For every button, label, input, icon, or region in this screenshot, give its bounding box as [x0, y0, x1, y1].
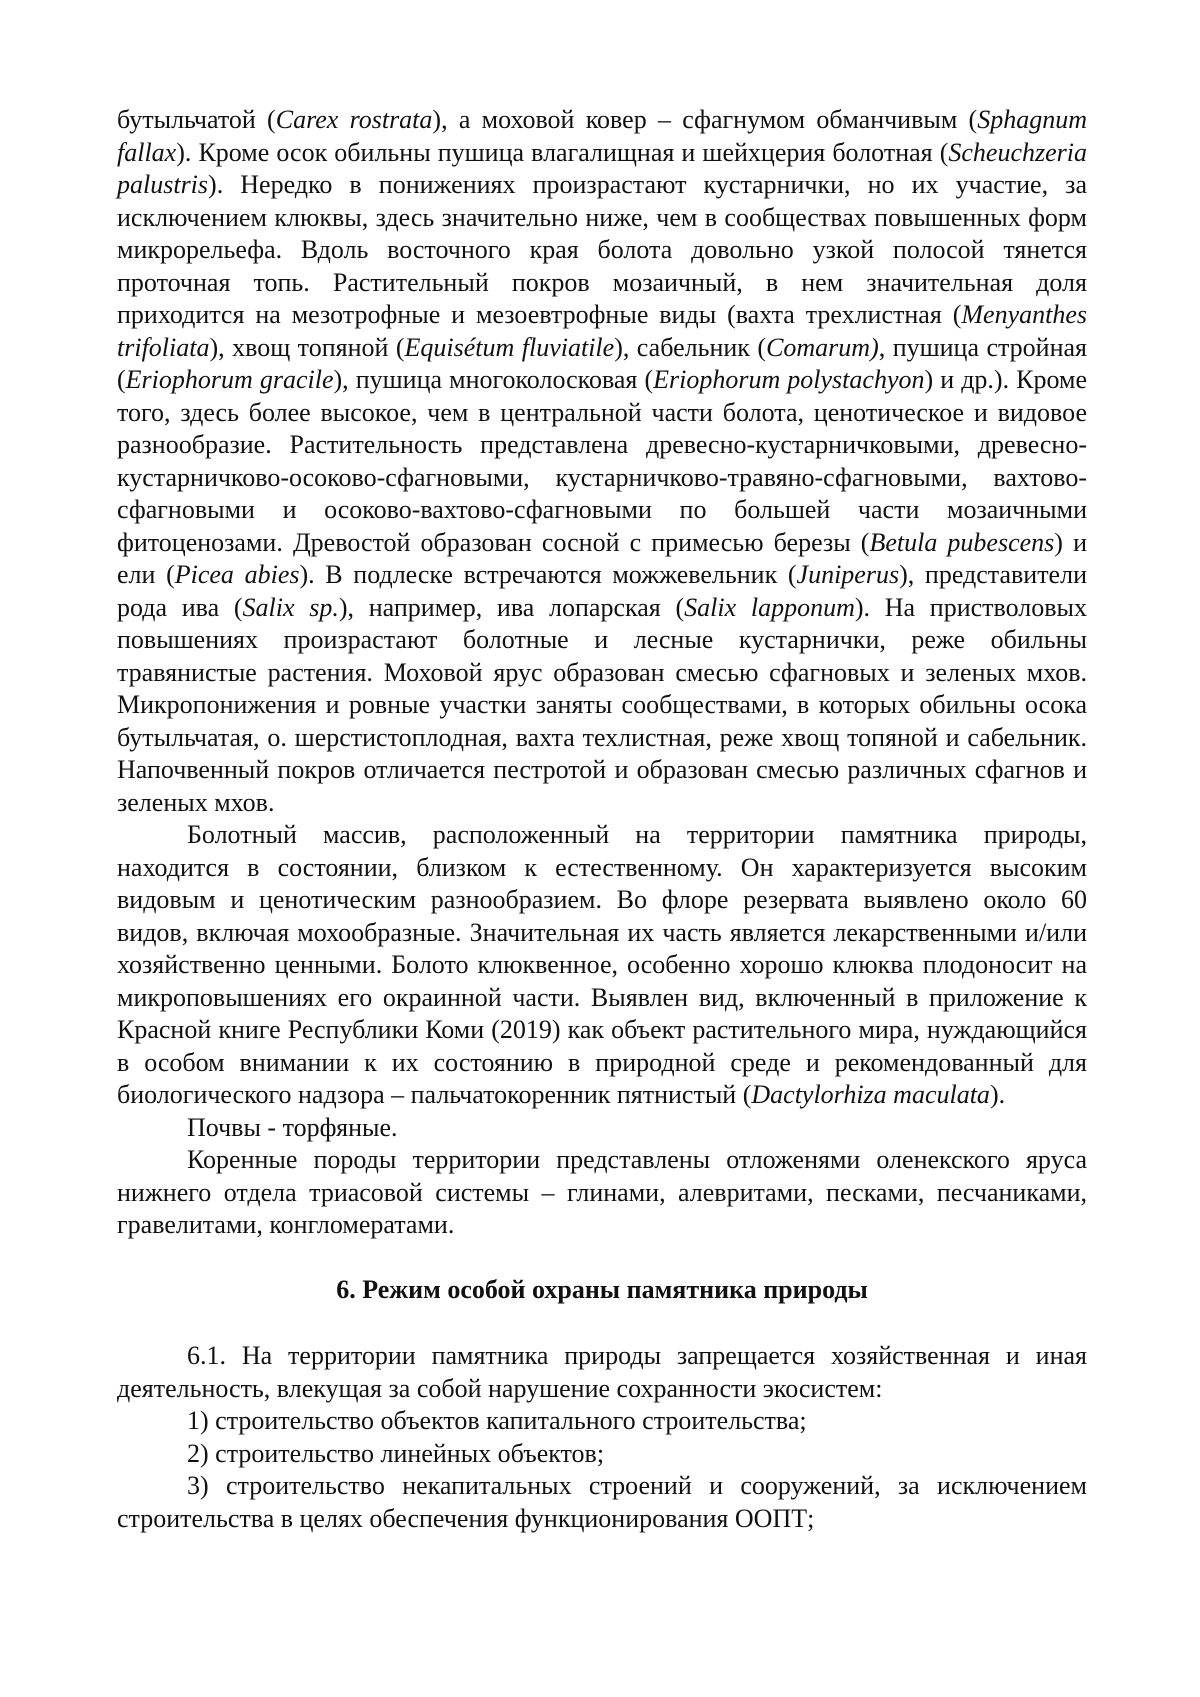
species-name: Eriophorum gracile [125, 365, 334, 394]
text-run: ). Нередко в понижениях произрастают кустарнички, но их участие, за исключением клюквы, здесь значительно ниже, чем в сообществах повышенных форм микрорельефа. Вдоль восточного края болота довольно узкой полосой тянется проточная топь. Растительный покров мозаичный, в нем значительная доля приходится на мезотрофные и мезоевтрофные виды (вахта трехлистная ( [117, 170, 1087, 329]
text-run: ), например, ива лопарская ( [338, 592, 685, 622]
text-run: ) и др.). Кроме того, здесь более высокое, чем в центральной части болота, ценотическое и видовое разнообразие. Растительность представлена древесно-кустарничковыми, древесно-кустарничково-осоково-сфагновыми, кустарничково-травяно-сфагновыми, вахтово-сфагновыми и осоково-вахтово-сфагновыми по большей части мозаичными фитоценозами. Древостой образован сосной с примесью березы ( [117, 365, 1087, 557]
species-name: Salix lapponum [684, 592, 855, 622]
text-run: ). На пристволовых повышениях произрастают болотные и лесные кустарнички, реже обильны травянистые растения. Моховой ярус образован смесью сфагновых и зеленых мхов. Микропонижения и ровные участки заняты сообществами, в которых обильны осока бутыльчатая, о. шерстистоплодная, вахта техлистная, реже хвощ топяной и сабельник. Напочвенный покров отличается пестротой и образован смесью различных сфагнов и зеленых мхов. [117, 592, 1087, 817]
text-run: Почвы - торфяные. [187, 1112, 398, 1142]
text-run: бутыльчатой ( [117, 105, 276, 134]
species-name: Dactylorhiza maculata [751, 1080, 990, 1109]
list-item-3 [117, 1470, 1087, 1535]
species-name: Comarum) [766, 332, 879, 362]
text-run: ), а моховой ковер – сфагнумом обманчивым ( [432, 105, 978, 134]
text-run: 2) строительство линейных объектов; [187, 1438, 605, 1468]
paragraph-bedrock [117, 1144, 1087, 1242]
species-name: Equisétum fluviatile [404, 332, 615, 362]
paragraph-bog-massif [117, 819, 1087, 1112]
text-run: ), представители рода ива ( [117, 560, 1087, 622]
list-item-1 [117, 1405, 1087, 1438]
text-run: ), сабельник ( [614, 332, 767, 362]
text-run: ). Кроме осок обильны пушица влагалищная и шейхцерия болотная ( [176, 137, 949, 167]
text-run: ). В подлеске встречаются можжевельник ( [299, 560, 797, 589]
text-run: ), хвощ топяной ( [209, 332, 405, 362]
species-name: Eriophorum polystachyon [653, 365, 925, 394]
text-run: ) и ели ( [117, 527, 1087, 589]
species-name: Scheuchzeria palustris [117, 137, 1087, 199]
species-name: Salix sp. [242, 592, 339, 622]
species-name: Menyanthes trifoliata [117, 300, 1087, 362]
text-run: Коренные породы территории представлены отложенями оленекского яруса нижнего отдела триасовой системы – глинами, алевритами, песками, песчаниками, гравелитами, конгломератами. [117, 1145, 1087, 1239]
paragraph-soils [117, 1112, 1087, 1145]
section-heading: 6. Режим особой охраны памятника природы [336, 1274, 868, 1304]
text-run: 6.1. На территории памятника природы запрещается хозяйственная и иная деятельность, влекущая за собой нарушение сохранности экосистем: [117, 1341, 1087, 1403]
text-run: ). [989, 1080, 1006, 1109]
text-run: 3) строительство некапитальных строений и сооружений, за исключением строительства в целях обеспечения функционирования ООПТ; [117, 1471, 1087, 1533]
species-name: Juniperus [796, 560, 900, 589]
species-name: Betula pubescens [869, 527, 1055, 557]
text-run: 1) строительство объектов капитального строительства; [187, 1406, 807, 1435]
species-name: Sphagnum fallax [117, 105, 1087, 167]
text-run: , пушица стройная ( [117, 332, 1088, 394]
list-item-2 [117, 1438, 1087, 1471]
paragraph-vegetation [117, 104, 1087, 819]
document-page [117, 104, 1087, 1535]
species-name: Carex rostrata [275, 105, 433, 134]
species-name: Picea abies [174, 560, 300, 589]
text-run: Болотный массив, расположенный на территории памятника природы, находится в состоянии, близком к естественному. Он характеризуется высоким видовым и ценотическим разнообразием. Во флоре резервата выявлено около 60 видов, включая мохообразные. Значительная их часть является лекарственными и/или хозяйственно ценными. Болото клюквенное, особенно хорошо клюква плодоносит на микроповышениях его окраинной части. Выявлен вид, включенный в приложение к Красной книге Республики Коми (2019) как объект растительного мира, нуждающийся в особом внимании к их состоянию в природной среде и рекомендованный для биологического надзора – пальчатокоренник пятнистый ( [117, 820, 1087, 1109]
text-run: ), пушица многоколосковая ( [333, 365, 654, 394]
paragraph-prohibitions [117, 1340, 1087, 1405]
